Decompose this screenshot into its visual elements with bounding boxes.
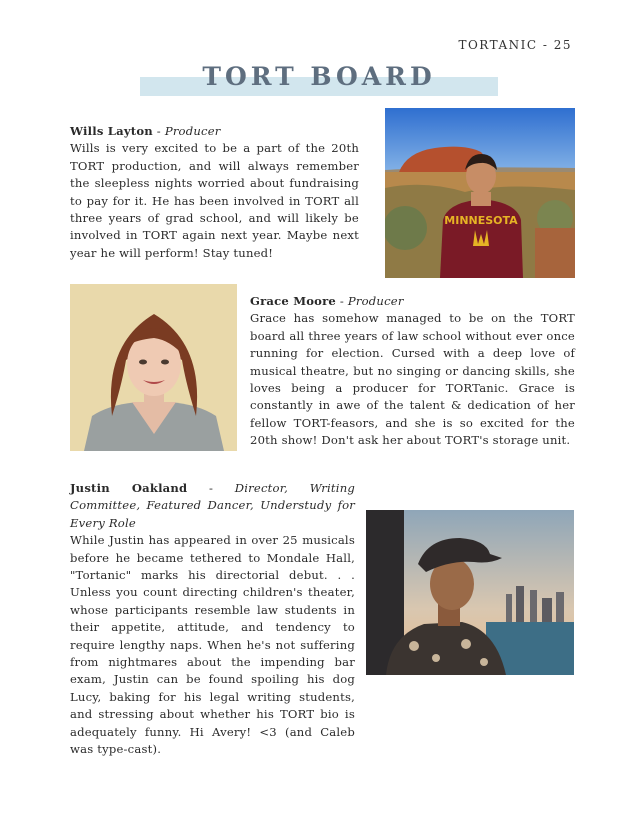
- member-name: Wills Layton: [70, 124, 153, 138]
- bio-wills-layton: [70, 123, 359, 262]
- separator: -: [335, 294, 348, 308]
- bio-justin-oakland: [70, 480, 355, 759]
- photo-grace-moore: [70, 284, 237, 451]
- page-title: TORT BOARD: [202, 62, 436, 91]
- member-role: Producer: [164, 124, 221, 138]
- separator: -: [152, 124, 165, 138]
- member-name: Justin Oakland: [70, 481, 188, 495]
- member-bio: Grace has somehow managed to be on the TORT board all three years of law school without ever once running for election. Cursed with a deep love of musical theatre, but no singing or dancing skills, she loves being a producer for TORTanic. Grace is constantly in awe of the talent & dedication of her fellow TORT-feasors, and she is so excited for the 20th show! Don't ask her about TORT's storage unit.: [250, 311, 575, 448]
- member-role: Producer: [347, 294, 404, 308]
- bio-grace-moore: [250, 293, 575, 450]
- separator: -: [187, 481, 235, 495]
- photo-wills-layton: [385, 108, 575, 278]
- member-bio: Wills is very excited to be a part of the 20th TORT production, and will always remember the sleepless nights worried about fundraising to pay for it. He has been involved in TORT all three years of grad school, and will likely be involved in TORT again next year. Maybe next year he will perform! Stay tuned!: [70, 141, 359, 260]
- member-name: Grace Moore: [250, 294, 336, 308]
- photo-justin-oakland: [366, 510, 574, 675]
- member-bio: While Justin has appeared in over 25 musicals before he became tethered to Mondale Hall, "Tortanic" marks his directorial debut. . . Unless you count directing children's theater, whose participants resemble law students in their appetite, attitude, and tendency to require lengthy naps. When he's not suffering from nightmares about the impending bar exam, Justin can be found spoiling his dog Lucy, baking for his legal writing students, and stressing about whether his TORT bio is adequately funny. Hi Avery! <3 (and Caleb was type-cast).: [70, 533, 355, 757]
- member-role: Director, Writing Committee, Featured Dancer, Understudy for Every Role: [70, 481, 355, 530]
- page-number: TORTANIC - 25: [458, 38, 572, 52]
- svg-text:MINNESOTA: MINNESOTA: [444, 214, 518, 227]
